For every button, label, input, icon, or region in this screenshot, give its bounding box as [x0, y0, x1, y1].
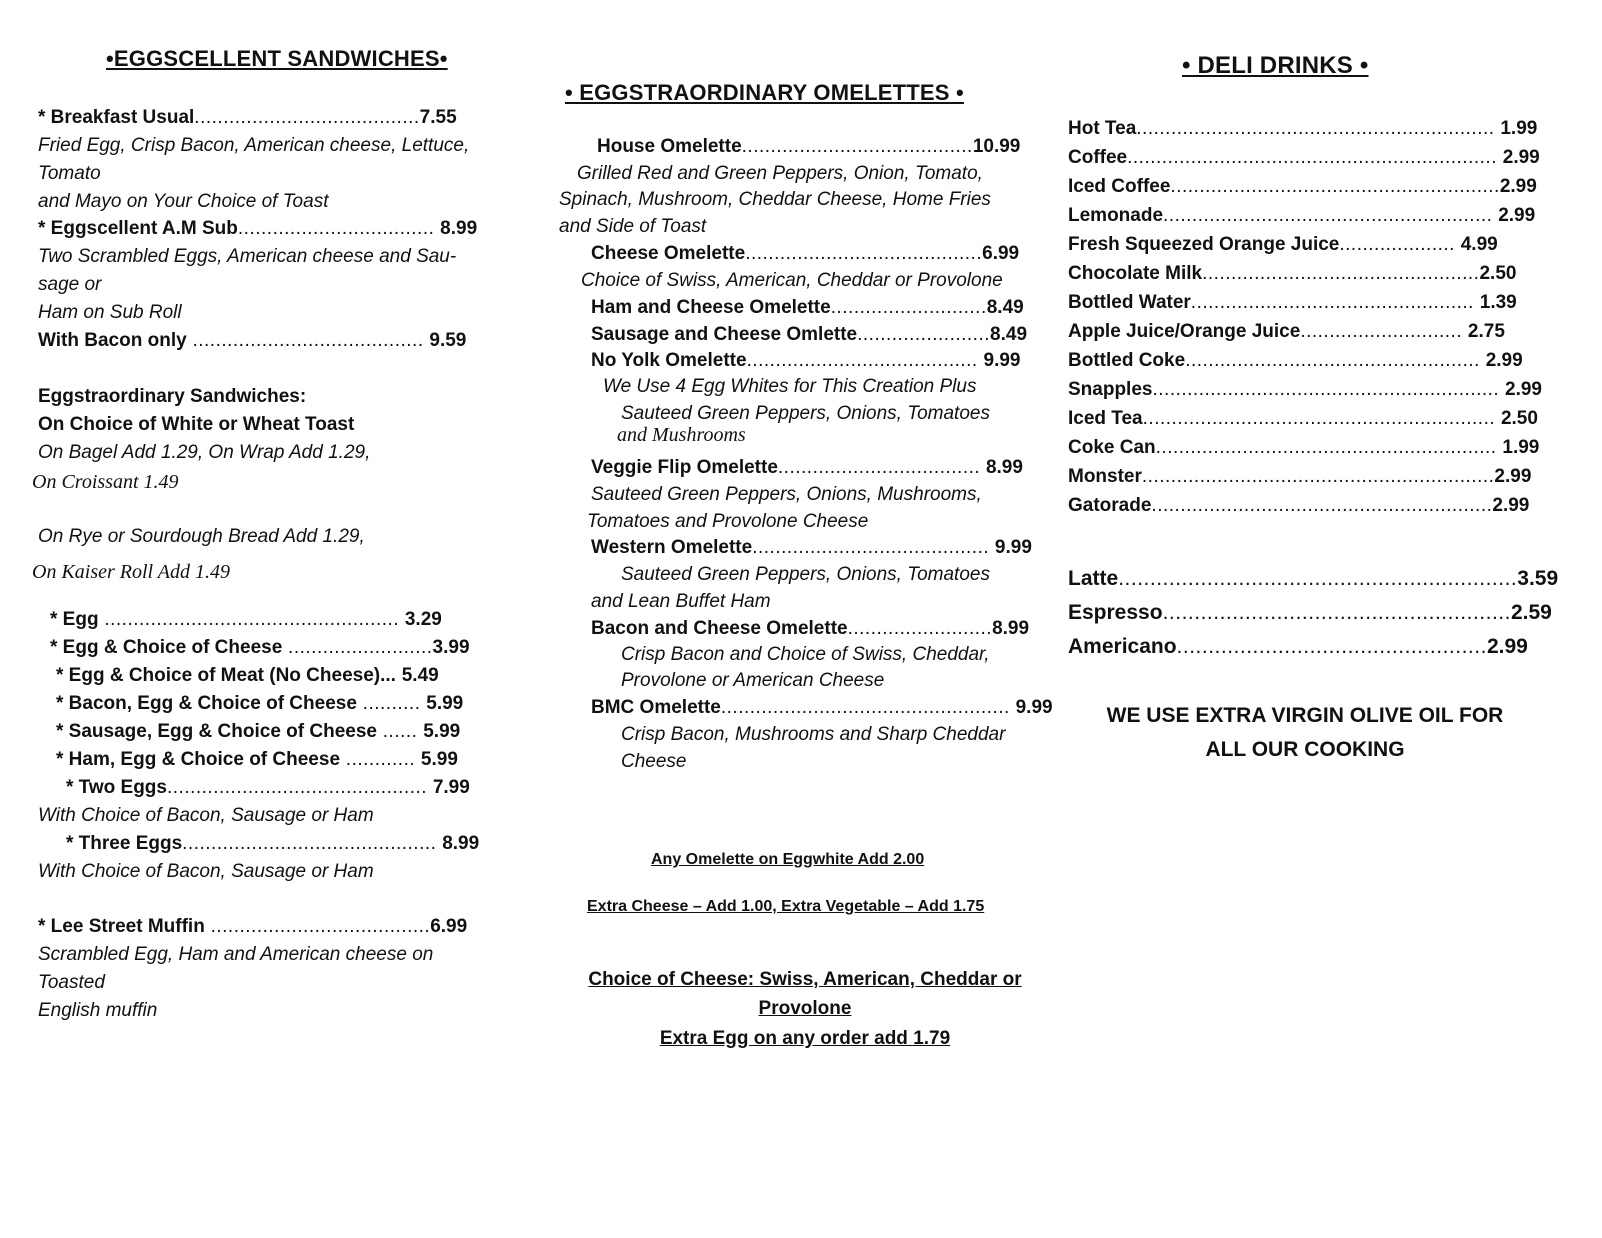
item-name: Espresso [1068, 601, 1163, 624]
item-description: Crisp Bacon and Choice of Swiss, Cheddar, [621, 644, 990, 665]
item-name: Americano [1068, 635, 1177, 658]
item-name: Bottled Coke [1068, 350, 1186, 371]
menu-item-am-sub: * Eggscellent A.M Sub.................................. 8.99 [38, 218, 478, 239]
item-price: 9.99 [994, 537, 1032, 558]
eggwhite-note: Any Omelette on Eggwhite Add 2.00 [651, 851, 925, 868]
coffee-item: Americano.................................................2.99 [1068, 635, 1528, 658]
item-price: 8.99 [985, 457, 1023, 478]
choice-note: Provolone [758, 998, 852, 1019]
item-name: Monster [1068, 466, 1142, 487]
drink-item: Apple Juice/Orange Juice............................ 2.75 [1068, 321, 1505, 342]
item-description: Cheese [621, 751, 687, 772]
item-description: Scrambled Egg, Ham and American cheese on [38, 944, 434, 965]
menu-item-bmc-omelette: BMC Omelette.................................................. 9.99 [591, 697, 1053, 718]
menu-item-ham-egg-cheese: * Ham, Egg & Choice of Cheese ............ 5.99 [56, 749, 458, 770]
extra-egg-note: Extra Egg on any order add 1.79 [659, 1028, 951, 1049]
item-name: Veggie Flip Omelette [591, 457, 778, 478]
item-name: Lemonade [1068, 205, 1164, 226]
item-price: 6.99 [982, 243, 1020, 264]
item-price: 7.99 [432, 777, 470, 798]
choice-note: Choice of Cheese: Swiss, American, Cheddar or [588, 969, 1022, 990]
item-description: and Lean Buffet Ham [591, 591, 771, 612]
item-price: 2.99 [1492, 495, 1530, 516]
sub-heading: Eggstraordinary Sandwiches: [38, 386, 307, 407]
item-description: Tomato [38, 163, 101, 184]
item-name: Iced Coffee [1068, 176, 1171, 197]
omelettes-heading: • EGGSTRAORDINARY OMELETTES • [565, 80, 964, 105]
item-name: * Breakfast Usual [38, 107, 195, 128]
item-description: Crisp Bacon, Mushrooms and Sharp Cheddar [621, 724, 1006, 745]
item-description: sage or [38, 274, 102, 295]
item-description: Fried Egg, Crisp Bacon, American cheese, Lettuce, [38, 135, 470, 156]
drink-item: Iced Coffee.........................................................2.99 [1068, 176, 1537, 197]
item-price: 3.59 [1517, 567, 1559, 590]
item-price: 5.99 [423, 721, 461, 742]
menu-item-two-eggs: * Two Eggs............................................. 7.99 [66, 777, 470, 798]
menu-item-breakfast-usual: * Breakfast Usual.......................................7.55 [38, 107, 457, 128]
item-name: * Lee Street Muffin [38, 916, 205, 937]
item-price: 2.99 [1499, 176, 1537, 197]
item-description: Toasted [38, 972, 105, 993]
item-name: * Three Eggs [66, 833, 183, 854]
menu-item-sausage-cheese-omelette: Sausage and Cheese Omlette.......................8.49 [591, 324, 1028, 345]
drink-item: Lemonade......................................................... 2.99 [1068, 205, 1536, 226]
menu-item-three-eggs: * Three Eggs............................................ 8.99 [66, 833, 480, 854]
item-description: Spinach, Mushroom, Cheddar Cheese, Home Fries [559, 189, 991, 210]
drink-item: Chocolate Milk................................................2.50 [1068, 263, 1517, 284]
item-name: * Egg & Choice of Cheese [50, 637, 283, 658]
menu-item-house-omelette: House Omelette........................................10.99 [597, 136, 1021, 157]
drink-item: Snapples............................................................ 2.99 [1068, 379, 1542, 400]
item-description: Sauteed Green Peppers, Onions, Mushrooms, [591, 484, 982, 505]
item-name: Fresh Squeezed Orange Juice [1068, 234, 1340, 255]
item-name: Hot Tea [1068, 118, 1137, 139]
item-price: 7.55 [419, 107, 457, 128]
option-note: On Croissant 1.49 [32, 471, 179, 493]
item-name: Coke Can [1068, 437, 1156, 458]
item-price: 2.99 [1498, 205, 1536, 226]
sub-heading: On Choice of White or Wheat Toast [38, 414, 355, 435]
menu-item-bacon-only: With Bacon only ........................................ 9.59 [38, 330, 467, 351]
item-name: No Yolk Omelette [591, 350, 747, 371]
item-price: 5.99 [420, 749, 458, 770]
drink-item: Coke Can........................................................... 1.99 [1068, 437, 1540, 458]
item-name: * Sausage, Egg & Choice of Cheese [56, 721, 377, 742]
item-description: Grilled Red and Green Peppers, Onion, Tomato, [577, 163, 983, 184]
option-note: On Rye or Sourdough Bread Add 1.29, [38, 526, 365, 547]
menu-item-ham-cheese-omelette: Ham and Cheese Omelette...........................8.49 [591, 297, 1024, 318]
item-name: Bottled Water [1068, 292, 1191, 313]
item-description: Sauteed Green Peppers, Onions, Tomatoes [621, 564, 990, 585]
item-price: 2.59 [1510, 601, 1552, 624]
item-description: Choice of Swiss, American, Cheddar or Provolone [581, 270, 1003, 291]
coffee-item: Latte...............................................................3.59 [1068, 567, 1559, 590]
drink-item: Iced Tea............................................................. 2.50 [1068, 408, 1538, 429]
item-price: 9.99 [983, 350, 1021, 371]
item-price: 2.99 [1505, 379, 1542, 400]
item-price: 2.99 [1485, 350, 1523, 371]
item-name: House Omelette [597, 136, 742, 157]
item-name: Western Omelette [591, 537, 753, 558]
drinks-heading: • DELI DRINKS • [1182, 52, 1369, 79]
item-description: English muffin [38, 1000, 158, 1021]
item-price: 2.75 [1467, 321, 1505, 342]
item-description: Sauteed Green Peppers, Onions, Tomatoes [621, 403, 990, 424]
item-description: Two Scrambled Eggs, American cheese and Sau- [38, 246, 457, 267]
item-price: 8.49 [986, 297, 1024, 318]
item-price: 2.50 [1479, 263, 1517, 284]
drink-item: Hot Tea.............................................................. 1.99 [1068, 118, 1538, 139]
drink-item: Gatorade...........................................................2.99 [1068, 495, 1530, 516]
item-description: With Choice of Bacon, Sausage or Ham [38, 861, 374, 882]
item-price: 4.99 [1460, 234, 1498, 255]
item-name: With Bacon only [38, 330, 187, 351]
drink-item: Coffee................................................................ 2.99 [1068, 147, 1540, 168]
item-price: 5.49 [401, 665, 439, 686]
item-price: 8.99 [992, 618, 1030, 639]
item-name: * Bacon, Egg & Choice of Cheese [56, 693, 357, 714]
item-description: Tomatoes and Provolone Cheese [587, 511, 869, 532]
item-price: 9.99 [1015, 697, 1053, 718]
drink-item: Bottled Water................................................. 1.39 [1068, 292, 1517, 313]
drink-item: Bottled Coke................................................... 2.99 [1068, 350, 1523, 371]
coffee-item: Espresso.......................................................2.59 [1068, 601, 1552, 624]
item-price: 8.49 [990, 324, 1028, 345]
option-note: On Bagel Add 1.29, On Wrap Add 1.29, [38, 442, 371, 463]
item-price: 6.99 [430, 916, 468, 937]
item-name: * Egg [50, 609, 99, 630]
item-price: 3.99 [432, 637, 470, 658]
menu-item-egg-meat [56, 664, 439, 688]
item-name: * Two Eggs [66, 777, 167, 798]
item-description: and Mayo on Your Choice of Toast [38, 191, 329, 212]
item-name: Sausage and Cheese Omlette [591, 324, 858, 345]
item-price: 2.99 [1494, 466, 1532, 487]
item-name: Latte [1068, 567, 1119, 590]
item-price: 3.29 [404, 609, 442, 630]
item-description: and Side of Toast [559, 216, 707, 237]
item-price: 9.59 [429, 330, 467, 351]
item-price: 5.99 [426, 693, 464, 714]
item-price: 1.39 [1479, 292, 1517, 313]
item-name: Coffee [1068, 147, 1128, 168]
item-name: BMC Omelette [591, 697, 721, 718]
item-description: With Choice of Bacon, Sausage or Ham [38, 805, 374, 826]
menu-item-bacon-egg-cheese: * Bacon, Egg & Choice of Cheese .......... 5.99 [56, 693, 464, 714]
item-name: * Eggscellent A.M Sub [38, 218, 238, 239]
drink-item: Fresh Squeezed Orange Juice.................... 4.99 [1068, 234, 1498, 255]
item-description: We Use 4 Egg Whites for This Creation Plus [603, 376, 977, 397]
menu-item-no-yolk-omelette: No Yolk Omelette........................................ 9.99 [591, 350, 1021, 371]
item-name: Ham and Cheese Omelette [591, 297, 831, 318]
item-price: 8.99 [442, 833, 480, 854]
item-name: Cheese Omelette [591, 243, 746, 264]
item-price: 2.50 [1500, 408, 1538, 429]
option-note: On Kaiser Roll Add 1.49 [32, 561, 230, 583]
item-name: Snapples [1068, 379, 1153, 400]
item-description: Ham on Sub Roll [38, 302, 182, 323]
sandwiches-heading: •EGGSCELLENT SANDWICHES• [106, 46, 448, 71]
menu-item-veggie-flip-omelette: Veggie Flip Omelette................................... 8.99 [591, 457, 1023, 478]
extra-note: Extra Cheese – Add 1.00, Extra Vegetable – Add 1.75 [587, 898, 985, 915]
item-name: Chocolate Milk [1068, 263, 1203, 284]
olive-oil-note: ALL OUR COOKING [1205, 738, 1405, 761]
menu-item-bacon-cheese-omelette: Bacon and Cheese Omelette.........................8.99 [591, 618, 1030, 639]
menu-item-cheese-omelette: Cheese Omelette.........................................6.99 [591, 243, 1020, 264]
item-name: Iced Tea [1068, 408, 1143, 429]
item-description: and Mushrooms [617, 424, 746, 446]
item-name: Gatorade [1068, 495, 1152, 516]
item-price: 1.99 [1500, 118, 1538, 139]
menu-item-sausage-egg-cheese: * Sausage, Egg & Choice of Cheese ...... 5.99 [56, 721, 461, 742]
menu-item-egg: * Egg ................................................... 3.29 [50, 609, 442, 630]
menu-item-lee-street-muffin: * Lee Street Muffin ......................................6.99 [38, 916, 468, 937]
item-name: * Egg & Choice of Meat (No Cheese)... [56, 665, 396, 686]
item-price: 2.99 [1502, 147, 1540, 168]
item-name: Bacon and Cheese Omelette [591, 618, 848, 639]
item-price: 8.99 [440, 218, 478, 239]
item-name: Apple Juice/Orange Juice [1068, 321, 1301, 342]
menu-item-western-omelette: Western Omelette......................................... 9.99 [591, 537, 1032, 558]
item-price: 1.99 [1502, 437, 1540, 458]
item-price: 2.99 [1486, 635, 1528, 658]
drink-item: Monster.............................................................2.99 [1068, 466, 1532, 487]
menu-item-egg-cheese: * Egg & Choice of Cheese .........................3.99 [50, 637, 470, 658]
item-description: Provolone or American Cheese [621, 670, 885, 691]
item-name: * Ham, Egg & Choice of Cheese [56, 749, 341, 770]
olive-oil-note: WE USE EXTRA VIRGIN OLIVE OIL FOR [1106, 704, 1504, 727]
item-price: 10.99 [972, 136, 1021, 157]
